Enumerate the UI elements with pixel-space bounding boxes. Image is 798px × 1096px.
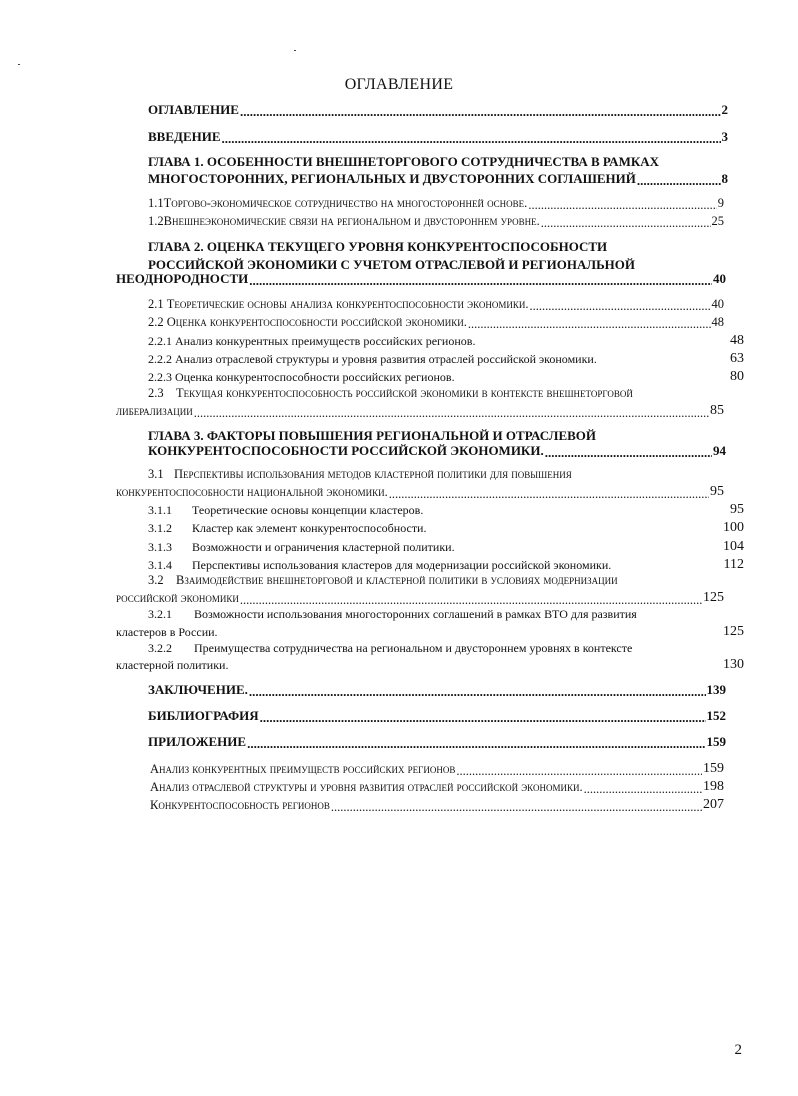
section-number: 2.3 [148, 386, 164, 400]
toc-entry-label: Кластер как элемент конкурентоспособности. [192, 521, 427, 535]
toc-entry-label: Перспективы использования кластеров для модернизации российской экономики. [192, 558, 612, 572]
toc-entry-label: Внешнеэкономические связи на региональном и двустороннем уровне. [163, 214, 540, 228]
toc-entry-page: 40 [711, 297, 724, 311]
toc-entry-2-2-1[interactable] [148, 333, 744, 349]
toc-entry-page: 125 [723, 624, 744, 639]
section-number: 3.1.3 [148, 540, 172, 554]
toc-entry-page: 3 [721, 129, 728, 144]
toc-entry-page: 25 [711, 214, 724, 228]
toc-entry-3-2[interactable] [148, 573, 728, 588]
toc-entry-page: 48 [711, 315, 724, 329]
toc-entry-3-2-last[interactable] [116, 590, 724, 606]
toc-entry-page: 80 [730, 369, 744, 384]
toc-entry-page: 198 [703, 779, 724, 794]
dot-leader [194, 407, 709, 420]
toc-entry-label: 2.2 Оценка конкурентоспособности российской экономики. [148, 315, 467, 329]
toc-entry-appendix-3[interactable] [150, 797, 724, 813]
toc-entry-page: 104 [723, 539, 744, 554]
toc-entry-2-1[interactable] [148, 297, 724, 312]
toc-entry-3-1-last[interactable] [116, 484, 724, 500]
toc-entry-label: ПРИЛОЖЕНИЕ [148, 734, 247, 749]
toc-entry-label: ОГЛАВЛЕНИЕ [148, 102, 239, 117]
toc-entry-label: БИБЛИОГРАФИЯ [148, 708, 259, 723]
chapter-heading-line: МНОГОСТОРОННИХ, РЕГИОНАЛЬНЫХ И ДВУСТОРОННИХ СОГЛАШЕНИЙ [148, 171, 636, 186]
toc-entry-page: 159 [703, 761, 724, 776]
toc-entry-oglavlenie[interactable] [148, 102, 728, 118]
section-number: 3.1.2 [148, 521, 172, 535]
toc-entry-label: Торгово-экономическое сотрудничество на многосторонней основе. [163, 196, 528, 210]
toc-entry-chapter-2[interactable] [148, 238, 724, 274]
chapter-heading-line: ГЛАВА 1. ОСОБЕННОСТИ ВНЕШНЕТОРГОВОГО СОТРУДНИЧЕСТВА В РАМКАХ [148, 154, 660, 169]
toc-entry-chapter-3-last[interactable] [148, 443, 726, 459]
toc-entry-label: Теоретические основы концепции кластеров. [192, 503, 424, 517]
dot-leader [545, 446, 712, 459]
chapter-heading-line: ГЛАВА 2. ОЦЕНКА ТЕКУЩЕГО УРОВНЯ КОНКУРЕНТОСПОСОБНОСТИ [148, 239, 608, 254]
dot-leader [528, 199, 716, 212]
toc-entry-zakluchenie[interactable] [148, 682, 726, 698]
dot-leader [260, 711, 706, 724]
toc-entry-label: 2.1 Теоретические основы анализа конкурентоспособности экономики. [148, 297, 529, 311]
section-number: 3.1.1 [148, 503, 172, 517]
toc-entry-3-1[interactable] [148, 467, 728, 482]
toc-entry-2-2-3[interactable] [148, 369, 744, 385]
toc-entry-page: 9 [717, 196, 724, 210]
toc-entry-label-line: кластеров в России. [116, 625, 218, 639]
chapter-heading-line: ГЛАВА 3. ФАКТОРЫ ПОВЫШЕНИЯ РЕГИОНАЛЬНОЙ И ОТРАСЛЕВОЙ [148, 428, 597, 443]
toc-entry-2-2[interactable] [148, 315, 724, 330]
dot-leader [240, 105, 721, 118]
toc-entry-label-line: Текущая конкурентоспособность российской экономики в контексте внешнеторговой [176, 386, 633, 400]
toc-entry-label-line: Преимущества сотрудничества на региональном и двустороннем уровнях в контексте [194, 641, 633, 655]
toc-entry-3-1-1[interactable] [148, 502, 744, 518]
toc-entry-label: Конкурентоспособность регионов [150, 798, 330, 812]
toc-entry-label: 2.2.2 Анализ отраслевой структуры и уровня развития отраслей российской экономики. [148, 352, 597, 366]
dot-leader [240, 594, 702, 607]
toc-entry-appendix[interactable] [148, 734, 726, 750]
toc-entry-1-1[interactable] [148, 196, 724, 211]
toc-entry-page: 95 [730, 502, 744, 517]
chapter-heading-last-line [148, 171, 728, 187]
scan-speck [18, 64, 20, 65]
toc-entry-label-line: кластерной политики. [116, 658, 229, 672]
toc-entry-2-3-last[interactable] [116, 403, 724, 419]
page-number: 2 [734, 1042, 742, 1058]
toc-entry-label: ЗАКЛЮЧЕНИЕ. [148, 682, 248, 697]
page-title: ОГЛАВЛЕНИЕ [344, 76, 454, 93]
toc-entry-label: Анализ отраслевой структуры и уровня развития отраслей российской экономики. [150, 780, 583, 794]
toc-entry-label-line: конкурентоспособности национальной экономики. [116, 485, 388, 499]
dot-leader [249, 685, 706, 698]
toc-entry-3-2-2-last[interactable] [116, 657, 744, 673]
toc-entry-2-2-2[interactable] [148, 351, 744, 367]
toc-entry-3-2-1-last[interactable] [116, 624, 744, 640]
dot-leader [222, 132, 721, 145]
toc-entry-3-1-4[interactable] [148, 557, 744, 573]
section-number: 1.1 [148, 196, 164, 210]
toc-entry-3-2-2[interactable] [148, 641, 744, 656]
toc-entry-3-1-3[interactable] [148, 539, 744, 555]
toc-entry-page: 63 [730, 351, 744, 366]
toc-entry-label-line: Возможности использования многосторонних соглашений в рамках ВТО для развития [194, 607, 637, 621]
chapter-heading-line: КОНКУРЕНТОСПОСОБНОСТИ РОССИЙСКОЙ ЭКОНОМИКИ. [148, 443, 544, 458]
toc-entry-page: 125 [703, 590, 724, 605]
dot-leader [456, 765, 702, 778]
toc-entry-label: ВВЕДЕНИЕ [148, 129, 221, 144]
toc-entry-page: 139 [706, 682, 726, 697]
toc-entry-chapter-2-last[interactable] [116, 271, 726, 287]
toc-entry-label-line: российской экономики [116, 591, 239, 605]
section-number: 3.2 [148, 573, 164, 587]
toc-entry-3-2-1[interactable] [148, 607, 744, 622]
dot-leader [584, 783, 702, 796]
dot-leader [541, 217, 711, 230]
toc-entry-1-2[interactable] [148, 214, 724, 229]
toc-entry-page: 159 [706, 734, 726, 749]
toc-entry-page: 48 [730, 333, 744, 348]
section-number: 3.2.1 [148, 607, 172, 621]
toc-entry-page: 85 [710, 403, 724, 418]
dot-leader [331, 801, 702, 814]
toc-entry-page: 94 [713, 443, 726, 458]
toc-entry-page: 40 [713, 271, 726, 286]
toc-entry-label: 2.2.3 Оценка конкурентоспособности российских регионов. [148, 370, 455, 384]
toc-entry-page: 130 [723, 657, 744, 672]
toc-entry-label: Возможности и ограничения кластерной политики. [192, 540, 455, 554]
chapter-heading-line: НЕОДНОРОДНОСТИ [116, 271, 249, 286]
dot-leader [468, 318, 711, 331]
section-number: 3.1.4 [148, 558, 172, 572]
toc-entry-label-line: Перспективы использования методов кластерной политики для повышения [174, 467, 572, 481]
dot-leader [637, 174, 721, 187]
toc-entry-2-3[interactable] [148, 386, 728, 401]
toc-entry-page: 207 [703, 797, 724, 812]
toc-entry-label-line: Взаимодействие внешнеторговой и кластерной политики в условиях модернизации [176, 573, 618, 587]
toc-entry-page: 112 [723, 557, 744, 572]
chapter-heading-line: РОССИЙСКОЙ ЭКОНОМИКИ С УЧЕТОМ ОТРАСЛЕВОЙ И РЕГИОНАЛЬНОЙ [148, 257, 635, 272]
dot-leader [249, 274, 712, 287]
toc-entry-page: 100 [723, 520, 744, 535]
toc-entry-label-line: либерализации [116, 404, 193, 418]
toc-entry-appendix-1[interactable] [150, 761, 724, 777]
toc-entry-page: 95 [710, 484, 724, 499]
section-number: 1.2 [148, 214, 164, 228]
toc-entry-label: 2.2.1 Анализ конкурентных преимуществ российских регионов. [148, 334, 476, 348]
toc-entry-label: Анализ конкурентных преимуществ российских регионов [150, 762, 456, 776]
toc-entry-chapter-1[interactable] [148, 153, 728, 187]
dot-leader [530, 300, 711, 313]
toc-entry-3-1-2[interactable] [148, 520, 744, 536]
toc-entry-page: 2 [721, 102, 728, 117]
scan-speck [294, 50, 296, 51]
toc-entry-vvedenie[interactable] [148, 129, 728, 145]
toc-entry-bibliography[interactable] [148, 708, 726, 724]
section-number: 3.1 [148, 467, 164, 481]
toc-entry-appendix-2[interactable] [150, 779, 724, 795]
toc-entry-page: 8 [721, 171, 728, 186]
toc-entry-page: 152 [706, 708, 726, 723]
section-number: 3.2.2 [148, 641, 172, 655]
dot-leader [389, 488, 709, 501]
dot-leader [247, 737, 705, 750]
